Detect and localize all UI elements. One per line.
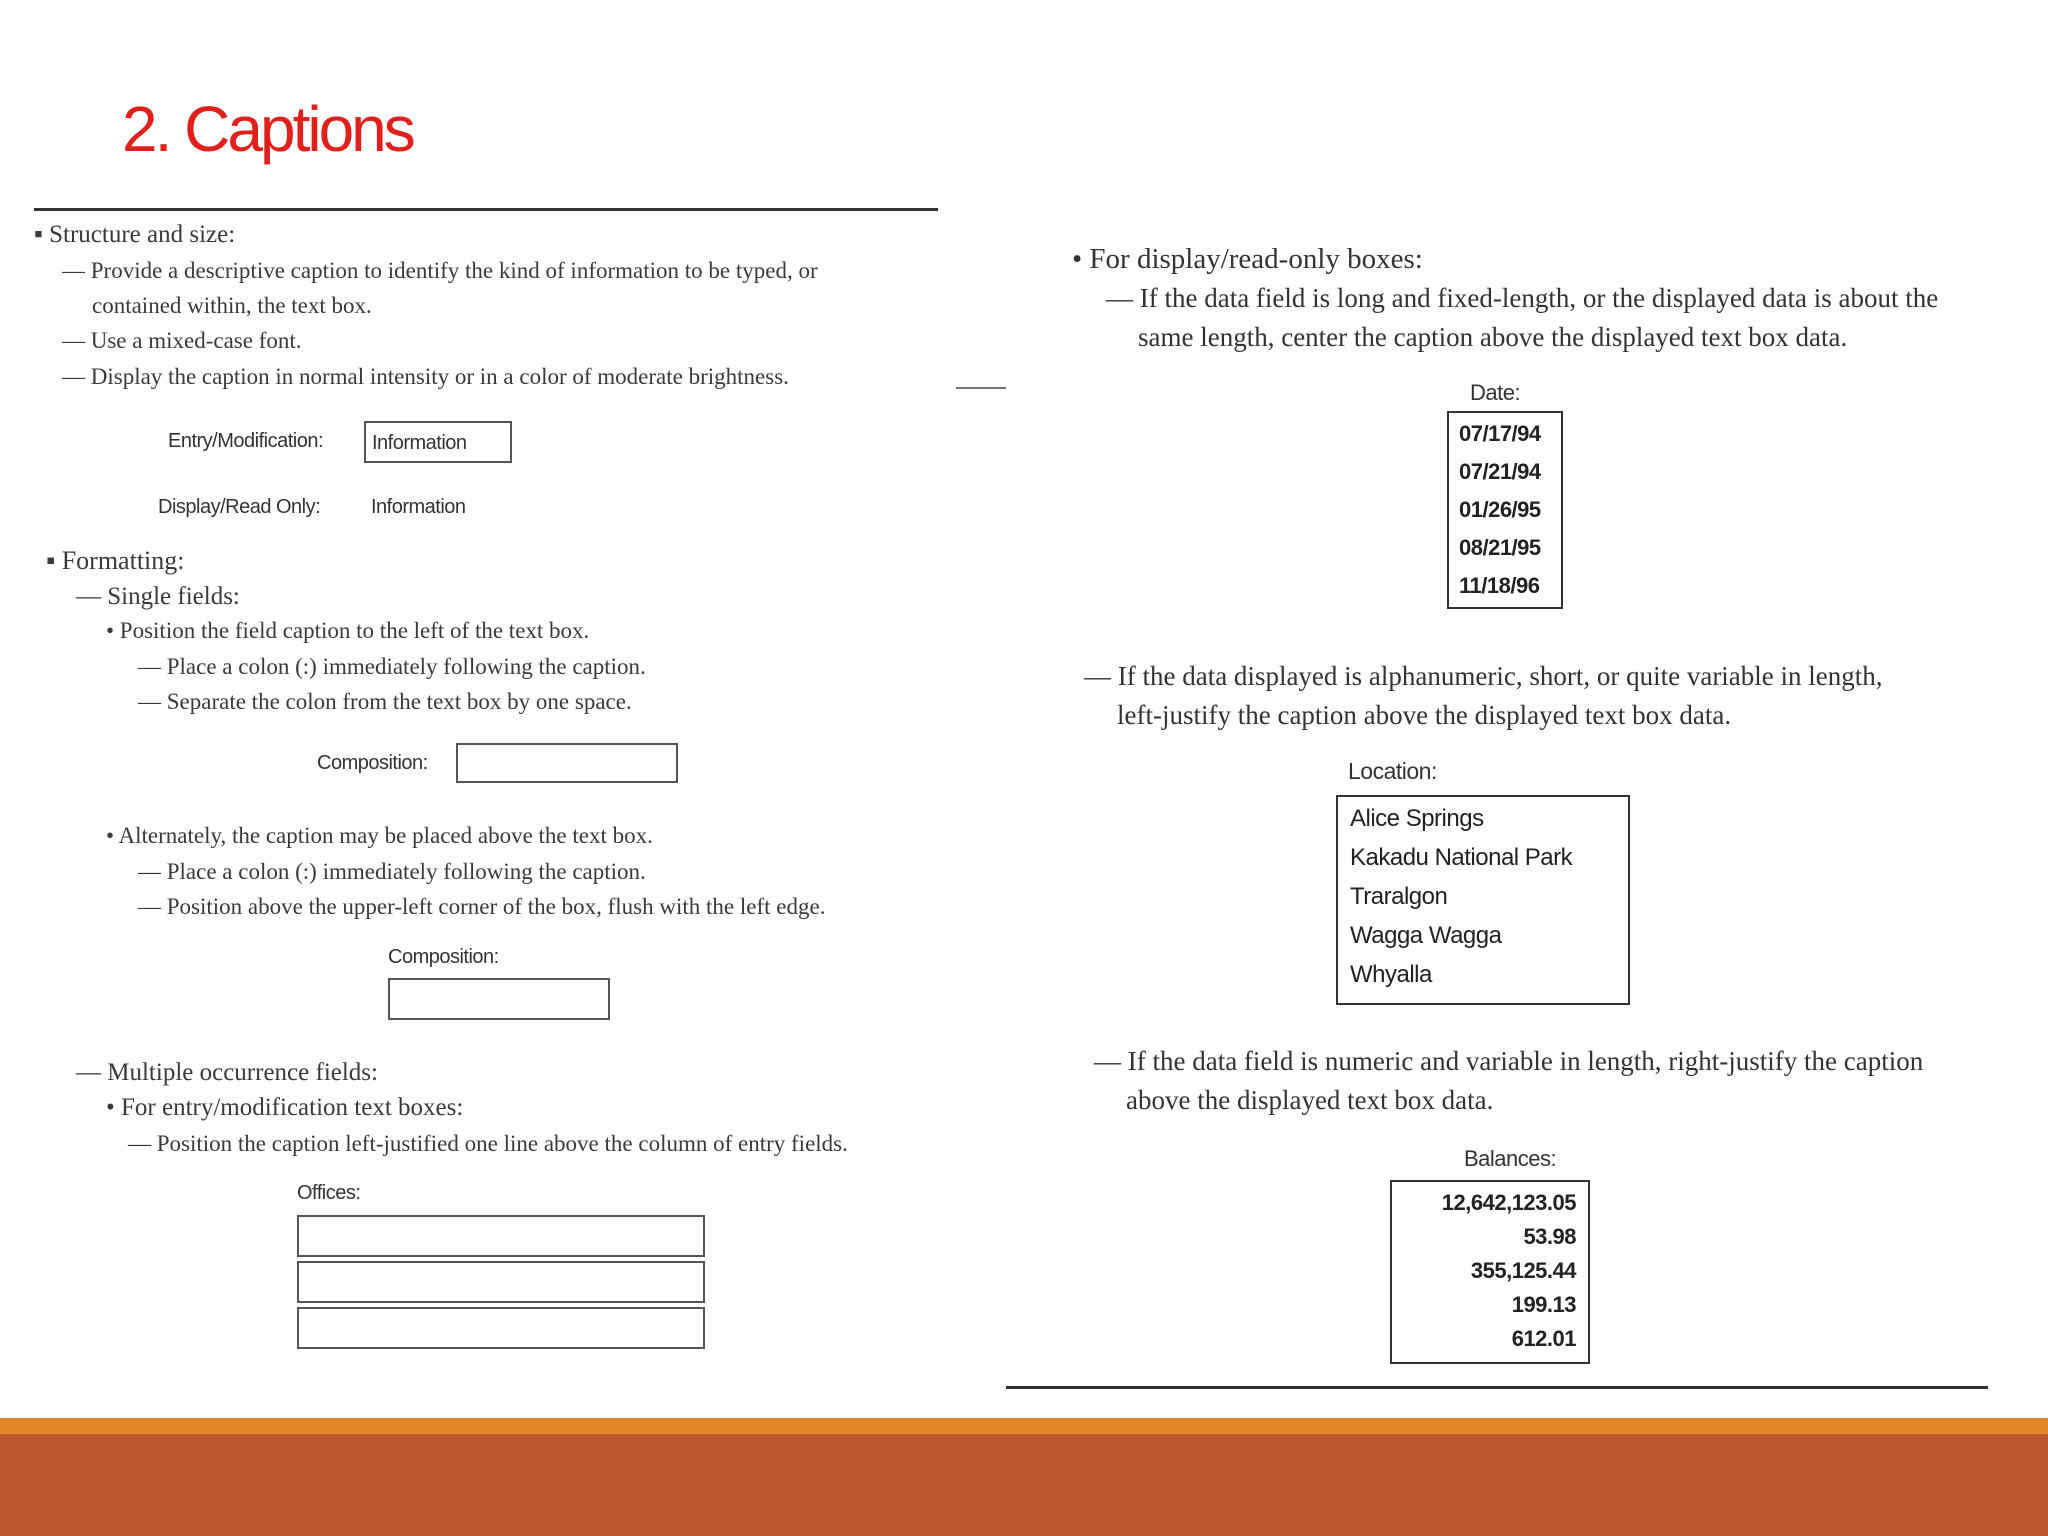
date-row: 08/21/95 (1459, 535, 1541, 560)
divider-top-left (34, 208, 938, 211)
rule3-line1: — If the data field is numeric and variable in length, right-justify the caption (1094, 1046, 1924, 1076)
offices-textbox-2[interactable] (297, 1261, 705, 1303)
display-bullet: • For display/read-only boxes: (1072, 243, 1423, 275)
structure-item-1-cont: contained within, the text box. (92, 293, 372, 318)
structure-item-2: — Use a mixed-case font. (62, 328, 302, 353)
date-box (1447, 411, 1563, 609)
balance-row: 612.01 (1511, 1326, 1576, 1351)
offices-textbox-3[interactable] (297, 1307, 705, 1349)
location-row: Alice Springs (1350, 805, 1484, 832)
balance-row: 12,642,123.05 (1441, 1190, 1576, 1215)
date-row: 01/26/95 (1459, 497, 1541, 522)
multi-sub: — Position the caption left-justified one line above the column of entry fields. (128, 1131, 848, 1156)
single-bullet: • Position the field caption to the left of the text box. (106, 618, 590, 643)
balances-caption: Balances: (1464, 1146, 1557, 1171)
date-caption: Date: (1470, 380, 1521, 405)
balances-box (1390, 1180, 1590, 1364)
date-row: 11/18/96 (1459, 573, 1540, 598)
rule2-line1: — If the data displayed is alphanumeric, short, or quite variable in length, (1084, 661, 1883, 691)
single-sub-1: — Place a colon (:) immediately following the caption. (138, 654, 646, 679)
offices-caption: Offices: (297, 1182, 361, 1204)
display-caption: Display/Read Only: (158, 496, 321, 518)
alt-bullet: • Alternately, the caption may be placed above the text box. (106, 823, 653, 848)
multiple-fields: — Multiple occurrence fields: (76, 1059, 378, 1086)
multi-bullet: • For entry/modification text boxes: (106, 1094, 464, 1121)
location-box (1336, 795, 1630, 1005)
offices-textbox-1[interactable] (297, 1215, 705, 1257)
formatting-heading: ▪ Formatting: (46, 546, 185, 575)
alt-sub-1: — Place a colon (:) immediately following the caption. (138, 859, 646, 884)
rule2-line2: left-justify the caption above the displayed text box data. (1117, 700, 1732, 730)
location-row: Whyalla (1350, 961, 1432, 988)
composition-caption-left: Composition: (317, 752, 428, 774)
structure-item-1: — Provide a descriptive caption to identify the kind of information to be typed, or (62, 258, 818, 283)
location-row: Kakadu National Park (1350, 844, 1573, 871)
balance-row: 53.98 (1523, 1224, 1576, 1249)
footer-accent-bar (0, 1418, 2048, 1434)
date-row: 07/21/94 (1459, 459, 1541, 484)
rule1-line2: same length, center the caption above the displayed text box data. (1138, 322, 1848, 352)
single-sub-2: — Separate the colon from the text box by one space. (138, 689, 632, 714)
divider-bottom-right (1006, 1386, 1988, 1389)
rule3-line2: above the displayed text box data. (1126, 1085, 1494, 1115)
footer-bar (0, 1434, 2048, 1536)
balance-row: 199.13 (1511, 1292, 1576, 1317)
location-row: Traralgon (1350, 883, 1448, 910)
page-title: 2. Captions (122, 93, 413, 165)
location-caption: Location: (1348, 758, 1437, 784)
entry-caption: Entry/Modification: (168, 430, 324, 452)
structure-item-3: — Display the caption in normal intensity or in a color of moderate brightness. (62, 364, 789, 389)
divider-mid (956, 387, 1006, 389)
composition-textbox-above[interactable] (388, 978, 610, 1020)
date-row: 07/17/94 (1459, 421, 1541, 446)
single-fields: — Single fields: (76, 583, 240, 610)
composition-textbox-left[interactable] (456, 743, 678, 783)
alt-sub-2: — Position above the upper-left corner of the box, flush with the left edge. (138, 894, 826, 919)
structure-heading: ▪ Structure and size: (34, 221, 236, 248)
entry-value: Information (372, 432, 467, 454)
location-row: Wagga Wagga (1350, 922, 1502, 949)
rule1-line1: — If the data field is long and fixed-length, or the displayed data is about the (1106, 283, 1939, 313)
composition-caption-above: Composition: (388, 946, 499, 968)
balance-row: 355,125.44 (1470, 1258, 1576, 1283)
display-value: Information (371, 496, 466, 518)
entry-textbox[interactable] (364, 421, 512, 463)
